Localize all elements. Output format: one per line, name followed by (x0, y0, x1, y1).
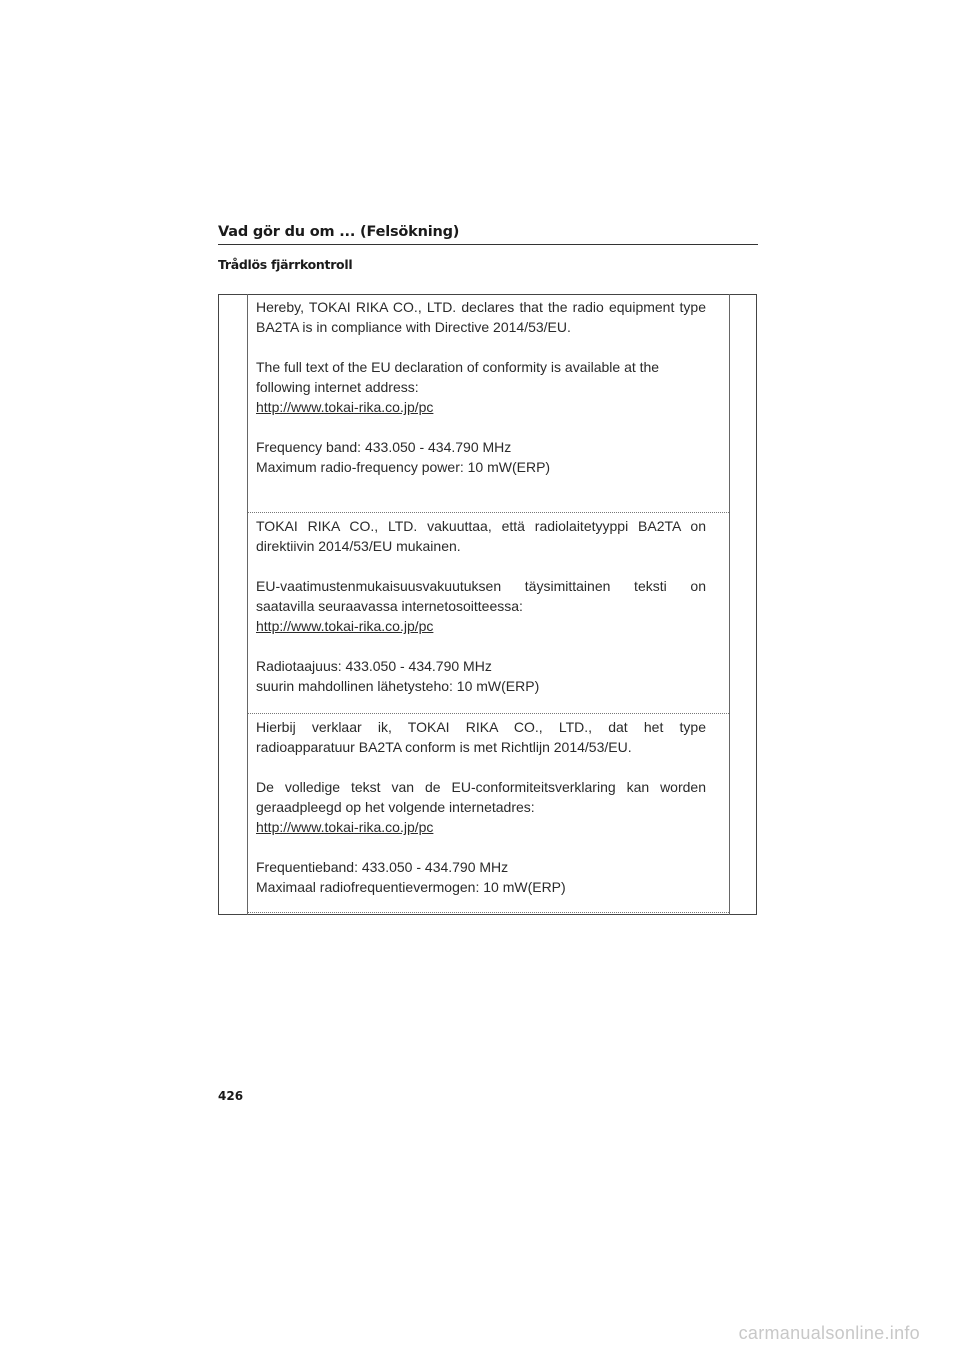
declaration-text: radioapparatuur BA2TA conform is met Richtlijn 2014/53/EU. (256, 739, 632, 755)
frequency-band: Frequency band: 433.050 - 434.790 MHz (256, 439, 512, 455)
declaration-link[interactable]: http://www.tokai-rika.co.jp/pc (256, 399, 434, 415)
section-divider (248, 912, 729, 913)
frequency-band: Radiotaajuus: 433.050 - 434.790 MHz (256, 658, 492, 674)
declaration-link[interactable]: http://www.tokai-rika.co.jp/pc (256, 819, 434, 835)
declaration-link[interactable]: http://www.tokai-rika.co.jp/pc (256, 618, 434, 634)
declaration-text: The full text of the EU declaration of conformity is available at the (256, 359, 660, 375)
frequency-band: Frequentieband: 433.050 - 434.790 MHz (256, 859, 509, 875)
section-title: Vad gör du om ... (Felsökning) (218, 224, 460, 240)
declaration-text: Hierbij verklaar ik, TOKAI RIKA CO., LTD., dat het type (256, 719, 706, 735)
declaration-text: De volledige tekst van de EU-conformiteitsverklaring kan worden (256, 779, 706, 795)
declaration-text: geraadpleegd op het volgende internetadres: (256, 799, 535, 815)
section-subtitle: Trådlös fjärrkontroll (218, 257, 353, 272)
declaration-finnish (256, 516, 706, 696)
watermark: carmanualsonline.info (738, 1323, 920, 1343)
declaration-text: following internet address: (256, 379, 419, 395)
declaration-text: Hereby, TOKAI RIKA CO., LTD. declares that the radio equipment type (256, 299, 706, 315)
header-divider (218, 244, 758, 245)
declaration-text: BA2TA is in compliance with Directive 2014/53/EU. (256, 319, 571, 335)
declaration-text: saatavilla seuraavassa internetosoitteessa: (256, 598, 523, 614)
declaration-text: TOKAI RIKA CO., LTD. vakuuttaa, että radiolaitetyyppi BA2TA on (256, 518, 706, 534)
declaration-english (256, 297, 706, 477)
max-power: Maximaal radiofrequentievermogen: 10 mW(ERP) (256, 879, 566, 895)
section-divider (248, 512, 729, 513)
max-power: Maximum radio-frequency power: 10 mW(ERP) (256, 459, 551, 475)
declaration-text: EU-vaatimustenmukaisuusvakuutuksen täysimittainen teksti on (256, 578, 706, 594)
section-divider (248, 713, 729, 714)
page-number: 426 (218, 1089, 244, 1103)
declaration-text: direktiivin 2014/53/EU mukainen. (256, 538, 461, 554)
declaration-dutch (256, 717, 706, 897)
max-power: suurin mahdollinen lähetysteho: 10 mW(ERP) (256, 678, 540, 694)
